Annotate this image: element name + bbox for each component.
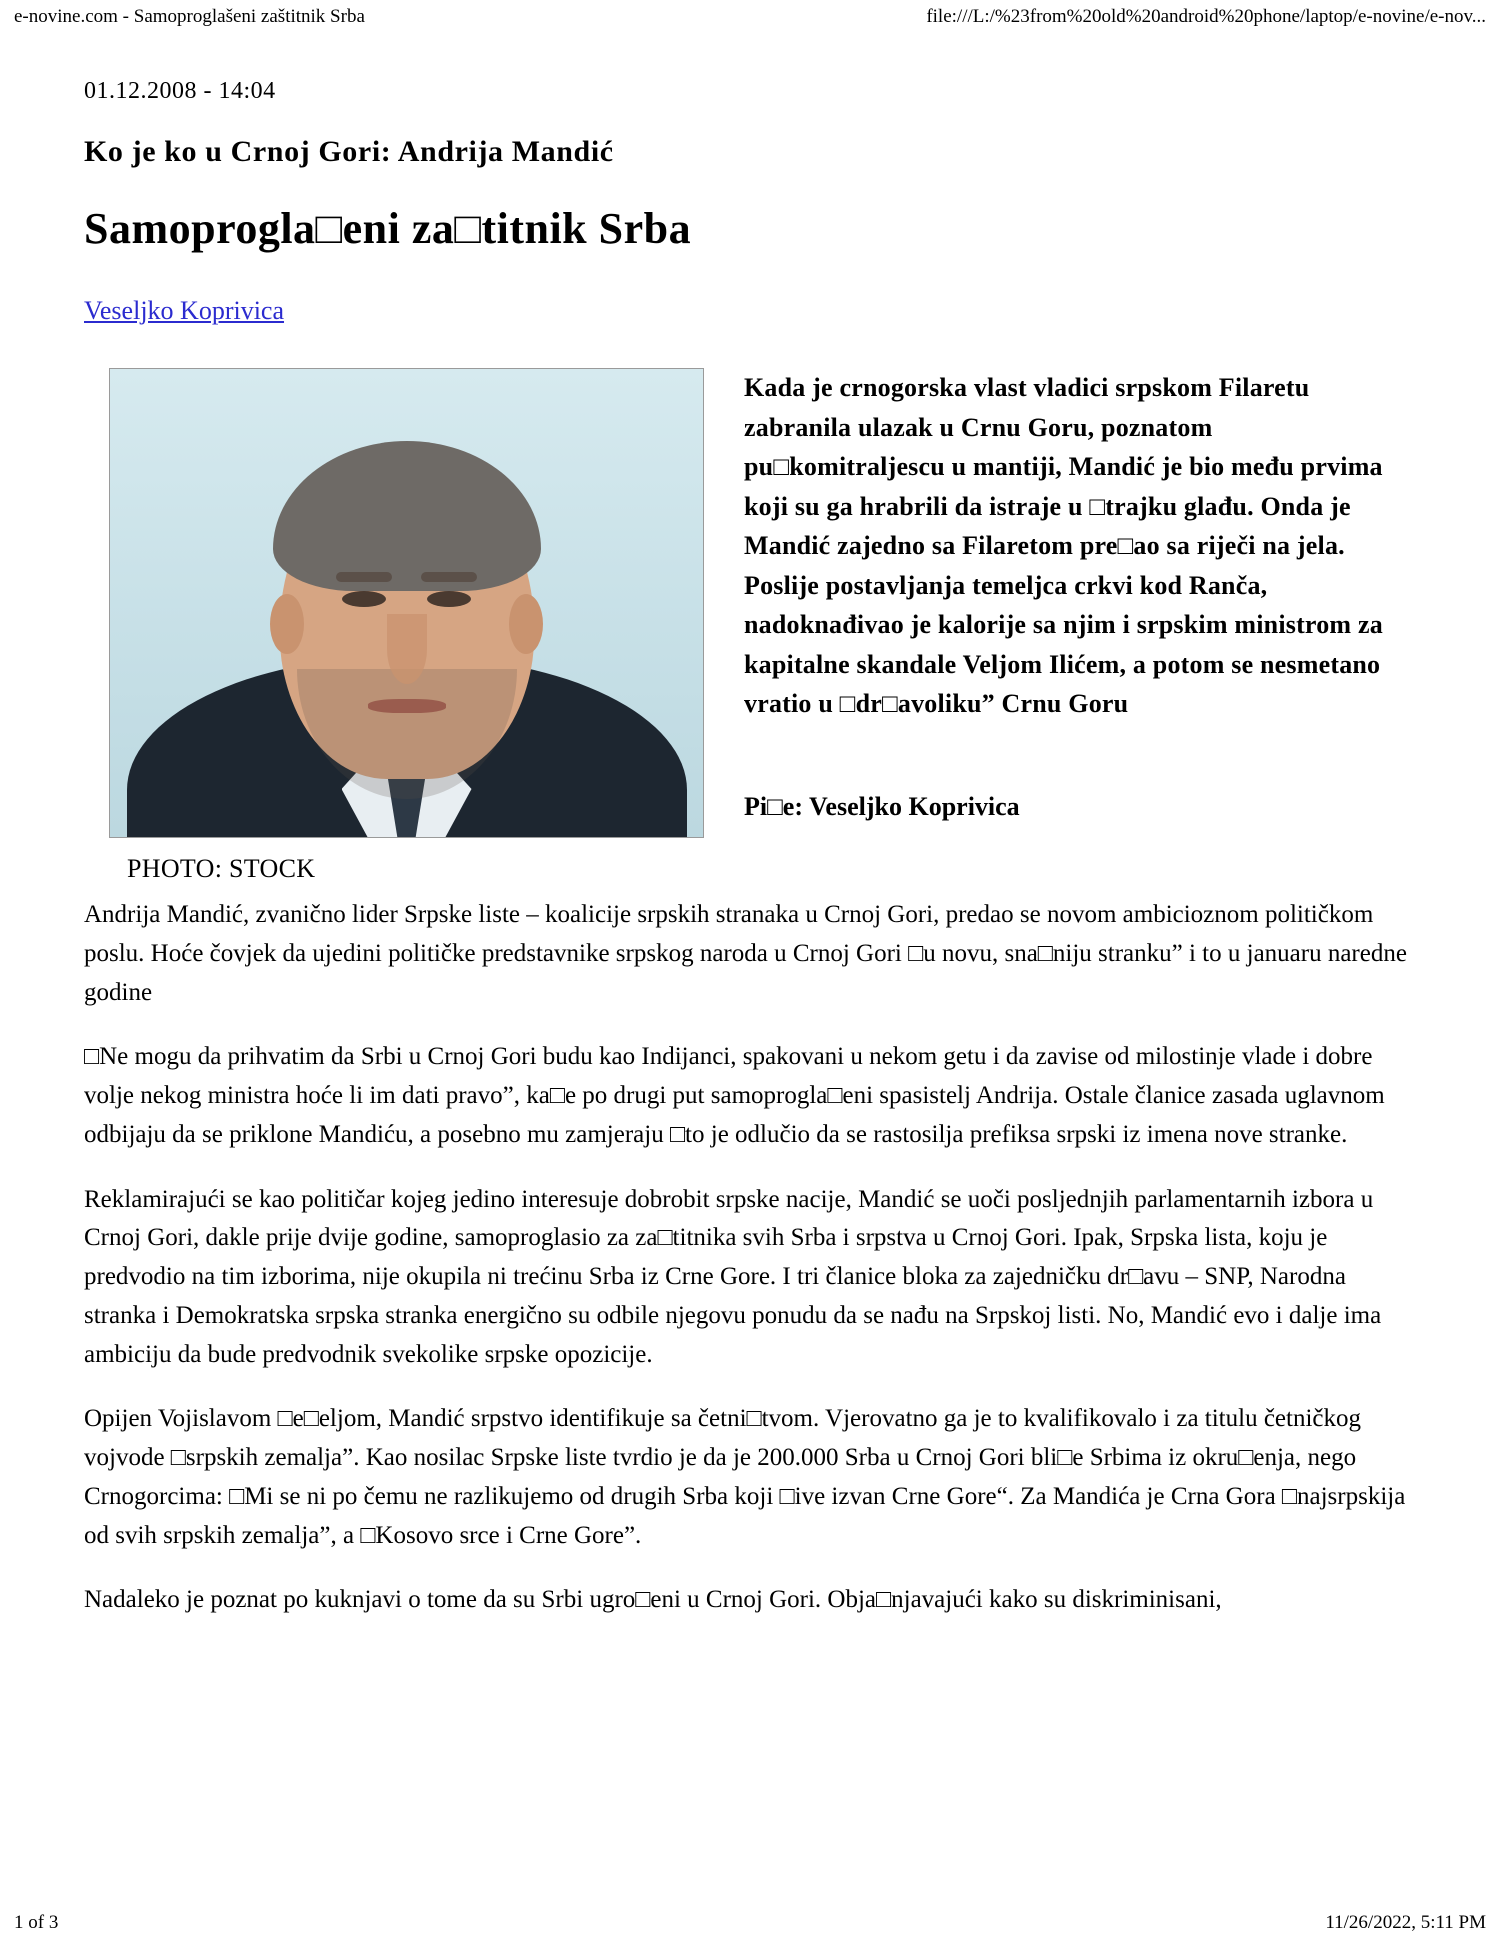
photo-mouth — [368, 699, 446, 713]
article-lead-credit: Pi□e: Veseljko Koprivica — [744, 791, 1020, 821]
article-content — [84, 60, 1414, 1646]
print-footer — [0, 1912, 1500, 1934]
body-paragraph: Andrija Mandić, zvanično lider Srpske liste – koalicije srpskih stranaka u Crnoj Gori, predao se novom ambicioznom političkom poslu. Hoće čovjek da ujedini političke predstavnike srpskog naroda u Crnoj Gori □u novu, sna□niju stranku” i to u januaru naredne godine — [84, 901, 1407, 1006]
photo-ear-right — [509, 594, 543, 654]
print-header-url: file:///L:/%23from%20old%20android%20phone/laptop/e-novine/e-nov... — [926, 6, 1486, 27]
author-link[interactable]: Veseljko Koprivica — [84, 296, 285, 325]
article-kicker: Ko je ko u Crnoj Gori: Andrija Mandić — [84, 135, 614, 168]
article-media-row — [84, 368, 1414, 883]
photo-eye-left — [342, 591, 386, 607]
print-header — [0, 0, 1500, 34]
photo-ear-left — [270, 594, 304, 654]
body-paragraph: Nadaleko je poznat po kuknjavi o tome da su Srbi ugro□eni u Crnoj Gori. Obja□njavajući kako su diskriminisani, — [84, 1586, 1222, 1614]
photo-eyebrow-right — [421, 572, 477, 582]
photo-eyebrow-left — [336, 572, 392, 582]
photo-nose — [387, 614, 427, 684]
print-header-title: e-novine.com - Samoproglašeni zaštitnik Srba — [14, 6, 365, 27]
body-paragraph: Reklamirajući se kao političar kojeg jedino interesuje dobrobit srpske nacije, Mandić se uoči posljednjih parlamentarnih izbora u Crnoj Gori, dakle prije dvije godine, samoproglasio za za□titnika svih Srba i srpstva u Crnoj Gori. Ipak, Srpska lista, koju je predvodio na tim izborima, nije okupila ni trećinu Srba iz Crne Gore. I tri članice bloka za zajedničku dr□avu – SNP, Narodna stranka i Demokratska srpska stranka energično su odbile njegovu ponudu da se nađu na Srpskoj listi. No, Mandić evo i dalje ima ambiciju da bude predvodnik svekolike srpske opozicije. — [84, 1185, 1382, 1368]
article-timestamp: 01.12.2008 - 14:04 — [84, 78, 276, 104]
article-lead: Kada je crnogorska vlast vladici srpskom Filaretu zabranila ulazak u Crnu Goru, poznatom pu□komitraljescu u mantiji, Mandić je bio među prvima koji su ga hrabrili da istraje u □trajku glađu. Onda je Mandić zajedno sa Filaretom pre□ao sa riječi na jela. Poslije postavljanja temeljca crkvi kod Ranča, nadoknađivao je kalorije sa njim i srpskim ministrom za kapitalne skandale Veljom Ilićem, a potom se nesmetano vratio u □dr□avoliku” Crnu Goru — [744, 373, 1383, 719]
article-body — [84, 896, 1414, 1620]
page-number: 1 of 3 — [14, 1912, 59, 1933]
body-paragraph: Opijen Vojislavom □e□eljom, Mandić srpstvo identifikuje sa četni□tvom. Vjerovatno ga je to kvalifikovalo i za titulu četničkog vojvode □srpskih zemalja”. Kao nosilac Srpske liste tvrdio je da je 200.000 Srba u Crnoj Gori bli□e Srbima iz okru□enja, nego Crnogorcima: □Mi se ni po čemu ne razlikujemo od drugih Srba koji □ive izvan Crne Gore“. Za Mandića je Crna Gora □najsrpskija od svih srpskih zemalja”, a □Kosovo srce i Crne Gore”. — [84, 1405, 1406, 1549]
photo-eye-right — [427, 591, 471, 607]
article-photo-block — [109, 368, 704, 884]
body-paragraph: □Ne mogu da prihvatim da Srbi u Crnoj Gori budu kao Indijanci, spakovani u nekom getu i da zavise od milostinje vlade i dobre volje nekog ministra hoće li im dati pravo”, ka□e po drugi put samoprogla□eni spasistelj Andrija. Ostale članice zasada uglavnom odbijaju da se priklone Mandiću, a posebno mu zamjeraju □to je odlučio da se rastosilja prefiksa srpski iz imena nove stranke. — [84, 1043, 1385, 1148]
page-title: Samoprogla□eni za□titnik Srba — [84, 204, 692, 253]
print-date: 11/26/2022, 5:11 PM — [1325, 1912, 1486, 1933]
article-photo — [109, 368, 704, 838]
photo-credit: PHOTO: STOCK — [127, 854, 316, 883]
